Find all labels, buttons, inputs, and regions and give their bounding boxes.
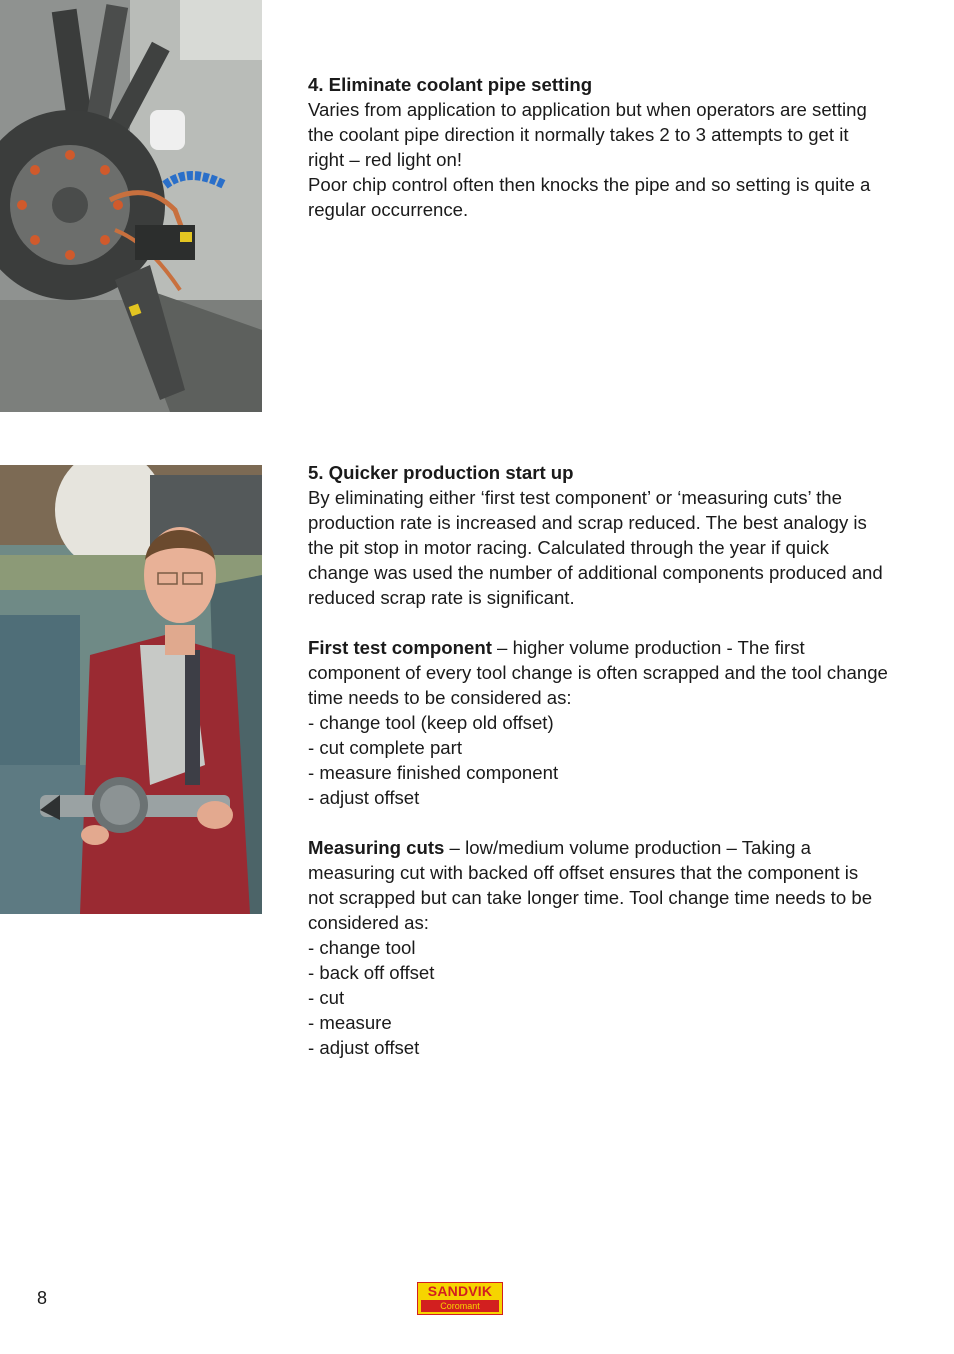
- sandvik-coromant-logo: [417, 1282, 503, 1315]
- paragraph: Poor chip control often then knocks the pipe and so setting is quite a regular occurrence.: [308, 174, 871, 220]
- term-measuring-cuts: Measuring cuts: [308, 837, 445, 858]
- list-item: - measure: [308, 1010, 888, 1035]
- section-quicker-production-start-up: [308, 460, 888, 1060]
- list-item: - adjust offset: [308, 1035, 888, 1060]
- section-heading: 5. Quicker production start up: [308, 462, 574, 483]
- list-item: - back off offset: [308, 960, 888, 985]
- section-eliminate-coolant-pipe: [308, 72, 888, 222]
- page-number: 8: [37, 1288, 48, 1308]
- lathe-turret-photo: [0, 0, 262, 412]
- term-first-test-component: First test component: [308, 637, 492, 658]
- measuring-cuts-text: – low/medium volume production – Taking a measuring cut with backed off offset ensures that the component is not scrapped but can take longer time. Tool change time needs to be considered as:: [308, 837, 873, 933]
- list-item: - change tool (keep old offset): [308, 710, 888, 735]
- list-item: - measure finished component: [308, 760, 888, 785]
- first-test-paragraph: [308, 635, 888, 710]
- list-item: - cut: [308, 985, 888, 1010]
- paragraph: By eliminating either ‘first test component’ or ‘measuring cuts’ the production rate is increased and scrap reduced. The best analogy is the pit stop in motor racing. Calculated through the year if quick change was used the number of additional components produced and reduced scrap rate is significant.: [308, 487, 883, 608]
- first-test-steps: [308, 710, 888, 810]
- section-heading: 4. Eliminate coolant pipe setting: [308, 74, 593, 95]
- list-item: - cut complete part: [308, 735, 888, 760]
- paragraph: Varies from application to application but when operators are setting the coolant pipe direction it normally takes 2 to 3 attempts to get it right – red light on!: [308, 99, 867, 170]
- measuring-cuts-paragraph: [308, 835, 888, 935]
- logo-sub-text: Coromant: [421, 1300, 499, 1312]
- operator-with-gear-shaft-photo: [0, 465, 262, 914]
- logo-main-text: SANDVIK: [427, 1283, 493, 1299]
- list-item: - adjust offset: [308, 785, 888, 810]
- first-test-text: – higher volume production - The first component of every tool change is often scrapped and the tool change time needs to be considered as:: [308, 637, 888, 708]
- list-item: - change tool: [308, 935, 888, 960]
- measuring-cuts-steps: [308, 935, 888, 1060]
